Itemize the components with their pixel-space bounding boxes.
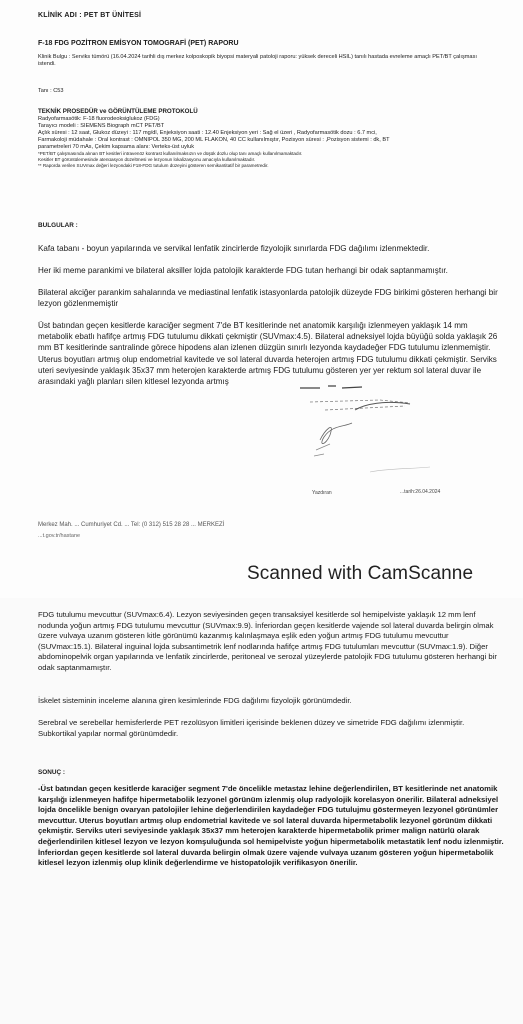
protocol-title: TEKNİK PROSEDÜR ve GÖRÜNTÜLEME PROTOKOLÜ xyxy=(38,108,198,115)
finding-paragraph: Üst batından geçen kesitlerde karaciğer segment 7'de BT kesitlerinde net anatomik karşılığı izlenmeyen yaklaşık 14 mm metabolik ebatlı hafifçe artmış FDG tutulumu dikkati çekmiştir (SUVmax:4.5). Bilateral adneksiyel lojda büyüğü solda yaklaşık 26 mm BT kesitlerinde santralinde görece hipodens alan izlenen düzgün sınırlı lezyonda kaydadeğer FDG tutulumu izlenmemiştir. Uterus boyutları artmış olup endometrial kavitede ve sol lateral duvarda heterojen artmış FDG tutulumu dikkati çekmiştir. Serviks uteri seviyesinde yaklaşık 35x37 mm heterojen karakterde artmış FDG tutulumu gösteren yer yer rektum sol lateral duvar ile arasındaki yağlı planları silen kitlesel lezyonda artmış xyxy=(38,321,498,387)
protocol-note: ** Raporda verilen SUVmax değeri lezyondaki F18-FDG tutulum düzeyini gösteren semikantitatif bir parametredir. xyxy=(38,163,269,168)
report-page-2 xyxy=(0,598,523,1024)
protocol-block xyxy=(38,116,493,169)
protocol-line: Farmakoloji müdahale : Oral kontrast : OMNIPOL 350 MG, 200 ML FLAKON, 40 CC kullanılmıştır, Pozisyon süresi : ,Pozisyon sistemi : dk, BT xyxy=(38,137,390,143)
protocol-note: Kesitler BT görüntülemesinde atenüasyon düzeltmesi ve lezyonun lokalizasyonu amacıyla kullanılmaktadır. xyxy=(38,157,256,162)
signature-date: ...tarih:26.04.2024 xyxy=(400,489,441,495)
diagnosis: Tanı : C53 xyxy=(38,88,64,94)
brain-paragraph: Serebral ve serebellar hemisferlerde PET rezolüsyon limitleri içerisinde beklenen düzey ve simetride FDG dağılımı izlenmiştir. Subkortikal yapılar normal görünümdedir. xyxy=(38,718,465,738)
clinic-name: KLİNİK ADI : PET BT ÜNİTESİ xyxy=(38,12,142,19)
protocol-line: Radyofarmasötik: F-18 fluorodeoksiglukoz (FDG) xyxy=(38,116,160,122)
skeleton-paragraph: İskelet sisteminin inceleme alanına giren kesimlerinde FDG dağılımı fizyolojik görünümdedir. xyxy=(38,696,352,705)
footer-address: Merkez Mah. ... Cumhuriyet Cd. ... Tel: (0 312) 515 28 28 ... MERKEZİ xyxy=(38,522,225,528)
footer-sub: ...t.gov.tr/hastane xyxy=(38,533,81,539)
continuation-paragraph: FDG tutulumu mevcuttur (SUVmax:6.4). Lezyon seviyesinden geçen transaksiyel kesitlerde sol hemipelviste yaklaşık 12 mm lenf nodunda yoğun artmış FDG tutulumu mevcuttur (SUVmax:9.9). İnferiordan geçen kesitlerde vajende sol lateral duvarda belirgin olmak üzere vulvaya uzanım gösteren kitle görünümü kazanmış kalınlaşmaya eşlik eden yoğun artmış FDG tutulumu mevcuttur (SUVmax:15.1). Bilateral inguinal lojda subsantimetrik lenf nodlarında hafifçe artmış FDG tutulumları mevcuttur (SUVmax:1.9). Diğer abdominopelvik organ yapılarında ve lenfatik zincirlerde, peritoneal ve serozal yüzeylerde patolojik FDG tutulumu gösteren herhangi bir odak saptanmamıştır. xyxy=(38,610,497,672)
report-title: F-18 FDG POZİTRON EMİSYON TOMOGRAFİ (PET) RAPORU xyxy=(38,40,239,47)
signature-stamp xyxy=(280,380,500,500)
scanner-watermark: Scanned with CamScanne xyxy=(247,563,474,584)
protocol-note: *PET/BT çalışmasında alınan BT kesitleri intravenöz kontrast kullanılmaksızın ve düşük dozlu olup tanı amaçlı kullanılmamaktadır. xyxy=(38,151,303,156)
findings-title: BULGULAR : xyxy=(38,222,78,229)
signature-label: Yazdıran xyxy=(312,490,332,496)
finding-paragraph: Kafa tabanı - boyun yapılarında ve servikal lenfatik zincirlerde fizyolojik sınırlarda FDG dağılımı izlenmektedir. xyxy=(38,244,430,253)
protocol-line: Açlık süresi : 12 saat, Glukoz düzeyi : 117 mg/dl, Enjeksiyon saati : 12.40 Enjeksiyon yeri : Sağ el üzeri , Radyofarmasötik dozu : 6.7 mci, xyxy=(38,130,377,136)
finding-paragraph: Her iki meme parankimi ve bilateral aksiller lojda patolojik karakterde FDG tutan herhangi bir odak saptanmamıştır. xyxy=(38,266,448,275)
clinical-finding: Klinik Bulgu : Serviks tümörü (16.04.2024 tarihli dış merkez kolposkopik biyopsi materyali patoloji raporu: yüksek dereceli HSIL) tanılı hastada evreleme amaçlı PET/BT çalışması istendi. xyxy=(38,54,477,67)
conclusion-paragraph: -Üst batından geçen kesitlerde karaciğer segment 7'de öncelikle metastaz lehine değerlendirilen, BT kesitlerinde net anatomik karşılığı izlenmeyen hafifçe hipermetabolik lezyonel görünüm izlenmiş olup radyolojik korelasyon önerilir. Bilateral adneksiyel lojda öncelikle benign ovaryan patolojiler lehine değerlendirilen kaydadeğer FDG tutulujmu göstermeyen lezyonel görünümler mevcuttur. Uterus boyutları artmış olup endometrial kavitede ve sol lateral duvarda hipermetabolik lezyonel görünüm dikkati çekmiştir. Serviks uteri seviyesinde yaklaşık 35x37 mm heterojen karakterde hipermetabolik primer malign natürlü olarak değerlendirilen kitlesel lezyon ve lezyon komşuluğunda sol hemipelviste yoğun hipermetabolik metastatik lenf nodu izlenmiştir. İnferiordan geçen kesitlerde sol lateral duvarda belirgin olmak üzere vajende vulvaya uzanım gösteren yoğun hipermetabolik kitlesel lezyon izlenmiş olup klinik değerlendirme ve histopatolojik verifikasyon önerilir. xyxy=(38,784,504,868)
protocol-line: Tarayıcı modeli : SIEMENS Biograph mCT PET/BT xyxy=(38,123,165,129)
conclusion-title: SONUÇ : xyxy=(38,769,65,776)
signature-scribble-icon xyxy=(280,380,500,500)
finding-paragraph: Bilateral akciğer parankim sahalarında ve mediastinal lenfatik istasyonlarda patolojik düzeyde FDG birikimi gösteren herhangi bir lezyon gözlenmemiştir xyxy=(38,288,498,309)
protocol-line: parametreleri 70 mAs, Çekim kapsama alanı: Verteks-üst uyluk xyxy=(38,144,195,150)
